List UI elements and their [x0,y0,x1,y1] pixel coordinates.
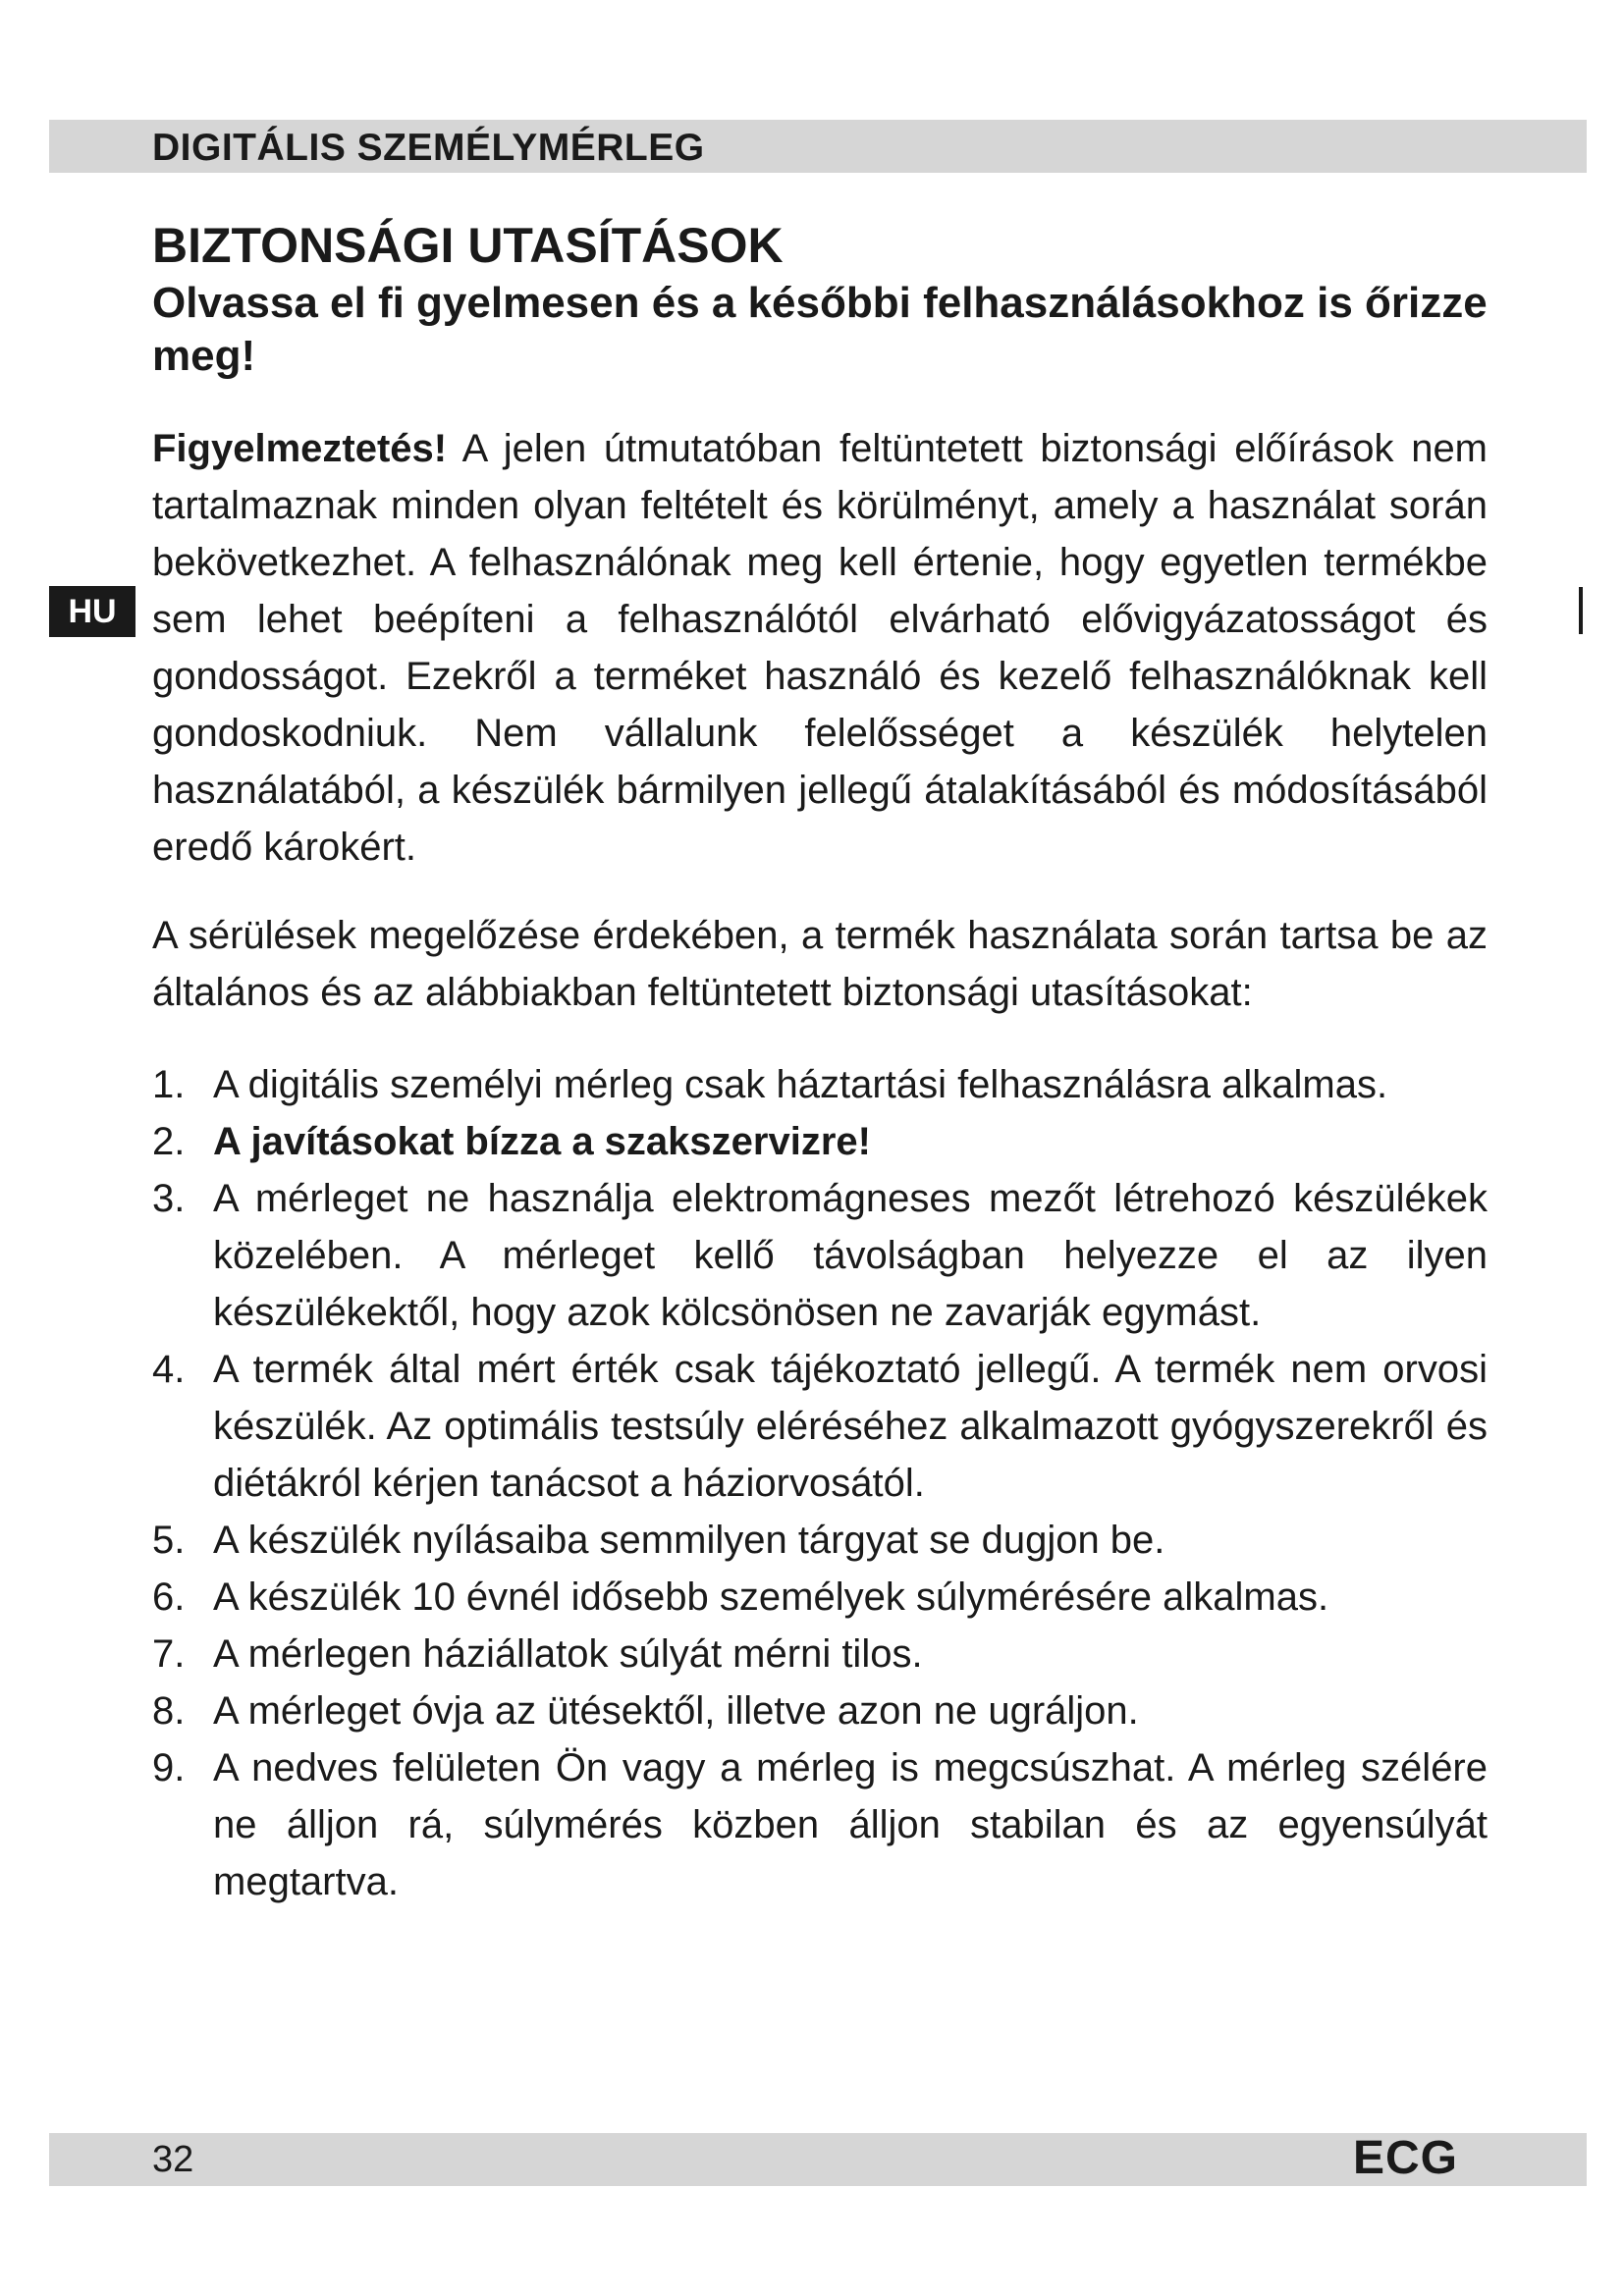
item-number: 3. [152,1177,186,1220]
item-text: A javításokat bízza a szakszervizre! [213,1120,871,1163]
item-text: A készülék nyílásaiba semmilyen tárgyat se dugjon be. [213,1519,1165,1562]
list-item [152,1739,1488,1910]
item-number: 4. [152,1348,186,1391]
item-text: A digitális személyi mérleg csak háztartási felhasználásra alkalmas. [213,1063,1388,1106]
list-item [152,1113,1488,1170]
safety-list [152,1056,1488,1910]
section-title: BIZTONSÁGI UTASÍTÁSOK [152,218,784,273]
list-item [152,1626,1488,1682]
subtitle: Olvassa el fi gyelmesen és a későbbi felhasználásokhoz is őrizze meg! [152,279,1488,380]
item-text: A termék által mért érték csak tájékoztató jellegű. A termék nem orvosi készülék. Az optimális testsúly eléréséhez alkalmazott gyógyszerekről és diétákról kérjen tanácsot a háziorvosától. [213,1348,1488,1505]
warning-label: Figyelmeztetés! [152,427,448,470]
item-text: A mérlegen háziállatok súlyát mérni tilos. [213,1632,923,1676]
list-item [152,1170,1488,1341]
brand-logo: ECG [1353,2132,1459,2184]
item-text: A nedves felületen Ön vagy a mérleg is megcsúszhat. A mérleg szélére ne álljon rá, súlymérés közben álljon stabilan és az egyensúlyát megtartva. [213,1746,1488,1903]
item-number: 1. [152,1063,186,1106]
language-badge: HU [49,586,135,637]
list-item [152,1569,1488,1626]
item-number: 6. [152,1575,186,1619]
list-item [152,1682,1488,1739]
intro-paragraph: A sérülések megelőzése érdekében, a termék használata során tartsa be az általános és az alábbiakban feltüntetett biztonsági utasításokat: [152,914,1488,1014]
item-number: 5. [152,1519,186,1562]
page-content [152,214,1488,1910]
warning-text: A jelen útmutatóban feltüntetett biztonsági előírások nem tartalmaznak minden olyan feltételt és körülményt, amely a használat során bekövetkezhet. A felhasználónak meg kell értenie, hogy egyetlen termékbe sem lehet beépíteni a felhasználótól elvárható elővigyázatosságot és gondosságot. Ezekről a terméket használó és kezelő felhasználóknak kell gondoskodniuk. Nem vállalunk felelősséget a készülék helytelen használatából, a készülék bármilyen jellegű átalakításából és módosításából eredő károkért. [152,427,1489,869]
margin-mark [1579,587,1583,634]
list-item [152,1512,1488,1569]
item-number: 7. [152,1632,186,1676]
item-text: A mérleget óvja az ütésektől, illetve azon ne ugráljon. [213,1689,1139,1733]
item-text: A készülék 10 évnél idősebb személyek súlymérésére alkalmas. [213,1575,1329,1619]
item-text: A mérleget ne használja elektromágneses mezőt létrehozó készülékek közelében. A mérleget kellő távolságban helyezze el az ilyen készülékektől, hogy azok kölcsönösen ne zavarják egymást. [213,1177,1488,1334]
item-number: 8. [152,1689,186,1733]
header-title: DIGITÁLIS SZEMÉLYMÉRLEG [152,127,705,169]
list-item [152,1056,1488,1113]
item-number: 9. [152,1746,186,1789]
warning-paragraph [152,420,1488,876]
page-number: 32 [152,2139,194,2180]
list-item [152,1341,1488,1512]
item-number: 2. [152,1120,186,1163]
